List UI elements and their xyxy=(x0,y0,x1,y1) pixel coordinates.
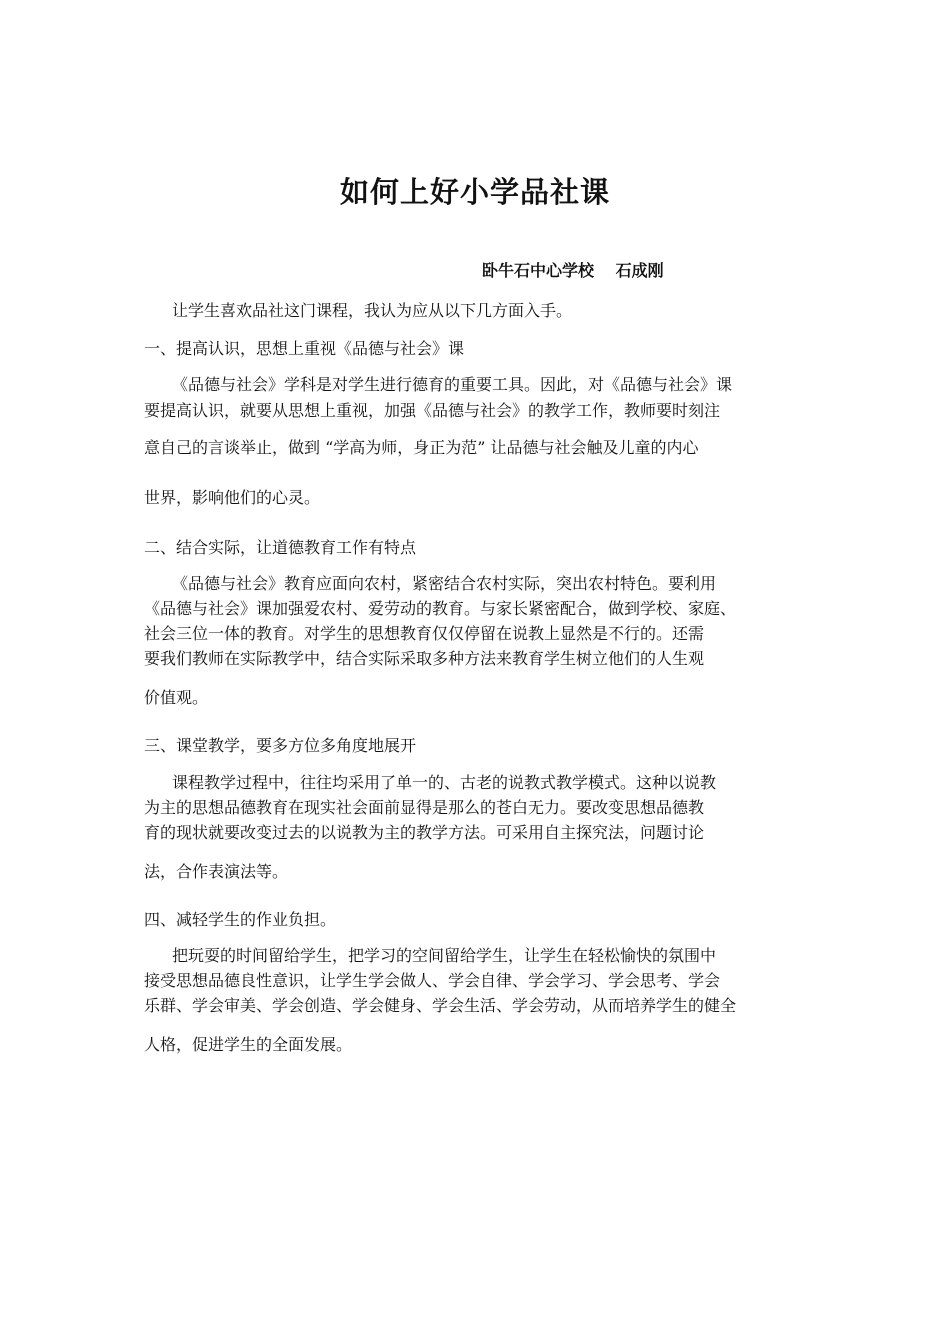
section-3-heading: 三、课堂教学，要多方位多角度地展开 xyxy=(144,736,417,755)
intro-paragraph: 让学生喜欢品社这门课程，我认为应从以下几方面入手。 xyxy=(172,301,573,320)
section-4-line-1: 把玩耍的时间留给学生，把学习的空间留给学生，让学生在轻松愉快的氛围中 xyxy=(172,946,717,965)
section-1-line-1: 《品德与社会》学科是对学生进行德育的重要工具。因此，对《品德与社会》课 xyxy=(172,375,733,394)
section-2-line-2: 《品德与社会》课加强爱农村、爱劳动的教育。与家长紧密配合，做到学校、家庭、 xyxy=(144,599,737,618)
section-2-line-3: 社会三位一体的教育。对学生的思想教育仅仅停留在说教上显然是不行的。还需 xyxy=(144,624,705,643)
section-1-heading: 一、提高认识，思想上重视《品德与社会》课 xyxy=(144,339,465,358)
author-line: 卧牛石中心学校 石成刚 xyxy=(482,261,664,280)
page-title: 如何上好小学品社课 xyxy=(339,175,610,209)
section-1-line-2: 要提高认识，就要从思想上重视，加强《品德与社会》的教学工作，教师要时刻注 xyxy=(144,401,721,420)
section-2-heading: 二、结合实际，让道德教育工作有特点 xyxy=(144,538,417,557)
section-3-line-4: 法，合作表演法等。 xyxy=(144,862,289,881)
section-3-line-3: 育的现状就要改变过去的以说教为主的教学方法。可采用自主探究法，问题讨论 xyxy=(144,823,705,842)
section-4-heading: 四、减轻学生的作业负担。 xyxy=(144,910,337,929)
section-4-line-4: 人格，促进学生的全面发展。 xyxy=(144,1035,353,1054)
section-2-line-4: 要我们教师在实际教学中，结合实际采取多种方法来教育学生树立他们的人生观 xyxy=(144,649,705,668)
section-3-line-2: 为主的思想品德教育在现实社会面前显得是那么的苍白无力。要改变思想品德教 xyxy=(144,798,705,817)
section-1-line-4: 世界，影响他们的心灵。 xyxy=(144,488,321,507)
section-2-line-1: 《品德与社会》教育应面向农村，紧密结合农村实际，突出农村特色。要利用 xyxy=(172,574,717,593)
section-3-line-1: 课程教学过程中，往往均采用了单一的、古老的说教式教学模式。这种以说教 xyxy=(172,773,717,792)
section-4-line-3: 乐群、学会审美、学会创造、学会健身、学会生活、学会劳动，从而培养学生的健全 xyxy=(144,996,737,1015)
section-2-line-5: 价值观。 xyxy=(144,688,209,707)
section-1-line-3: 意自己的言谈举止，做到 “学高为师，身正为范” 让品德与社会触及儿童的内心 xyxy=(144,438,699,457)
section-4-line-2: 接受思想品德良性意识，让学生学会做人、学会自律、学会学习、学会思考、学会 xyxy=(144,971,721,990)
